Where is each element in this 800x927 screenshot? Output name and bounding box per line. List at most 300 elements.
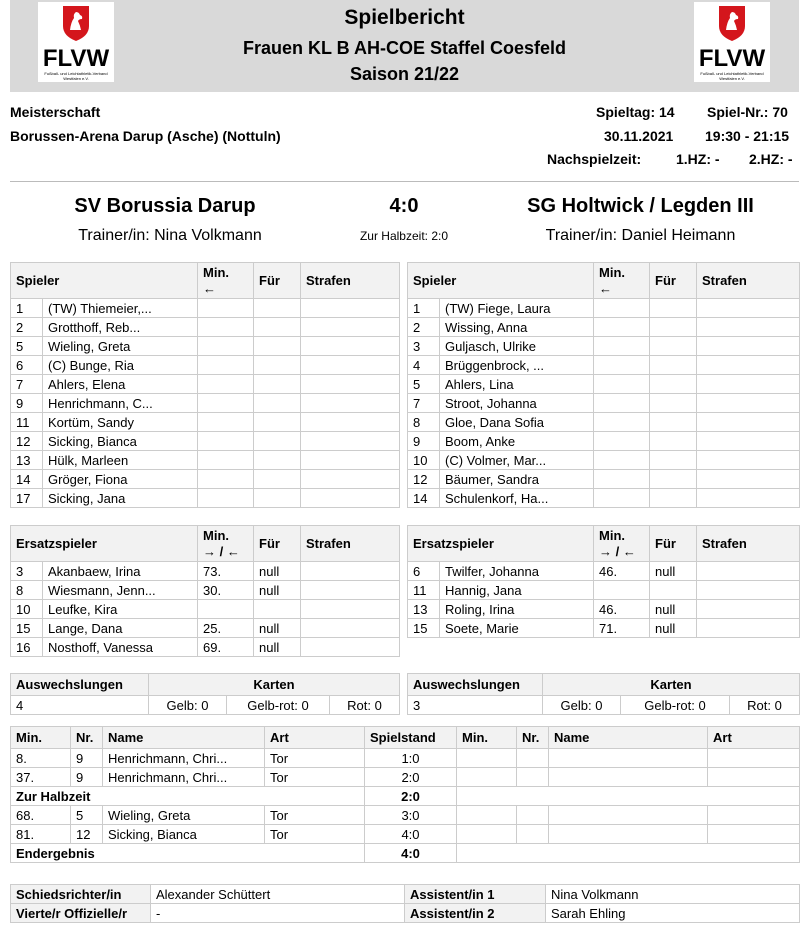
player-name: Lange, Dana: [43, 619, 198, 638]
col-min: [594, 526, 650, 562]
player-penalty: [301, 413, 400, 432]
player-penalty: [301, 375, 400, 394]
player-row: [11, 375, 400, 394]
home-team-name: SV Borussia Darup: [74, 195, 256, 217]
col-strafen: Strafen: [301, 526, 400, 562]
player-row: [11, 356, 400, 375]
player-penalty: [697, 375, 800, 394]
player-row: [11, 337, 400, 356]
player-name: Sicking, Bianca: [43, 432, 198, 451]
goal-event-row: [11, 749, 800, 768]
min-label: Min.: [203, 264, 230, 280]
player-minute: [594, 489, 650, 508]
assistant1-name: Nina Volkmann: [546, 885, 800, 904]
assistant2-label: Assistent/in 2: [405, 904, 546, 923]
player-penalty: [301, 581, 400, 600]
player-row: [408, 394, 800, 413]
min-label: Min.: [599, 264, 626, 280]
player-minute: 73.: [198, 562, 254, 581]
red-cards: Rot: 0: [330, 696, 400, 715]
player-replaced: [254, 299, 301, 318]
player-replaced: null: [254, 562, 301, 581]
player-number: 10: [11, 600, 43, 619]
min-label: Min.: [599, 527, 625, 543]
referee-label: Schiedsrichter/in: [11, 885, 151, 904]
col-substitute: Ersatzspieler: [408, 526, 594, 562]
player-minute: [594, 581, 650, 600]
col-strafen: Strafen: [697, 526, 800, 562]
player-row: [11, 470, 400, 489]
goal-event-row: [11, 768, 800, 787]
player-replaced: [650, 299, 697, 318]
player-row: [408, 562, 800, 581]
player-name: Boom, Anke: [440, 432, 594, 451]
event-type: Tor: [265, 768, 365, 787]
player-number: 6: [11, 356, 43, 375]
player-replaced: [650, 413, 697, 432]
player-penalty: [301, 600, 400, 619]
fourth-official-name: -: [151, 904, 405, 923]
player-name: Hülk, Marleen: [43, 451, 198, 470]
event-empty-cell: [708, 768, 800, 787]
player-minute: [198, 470, 254, 489]
col-substitutions: Auswechslungen: [408, 674, 543, 696]
player-replaced: [650, 337, 697, 356]
event-minute: 81.: [11, 825, 71, 844]
col-event-type: Art: [708, 727, 800, 749]
event-player: Henrichmann, Chri...: [103, 749, 265, 768]
arrow-left-icon: ←: [203, 280, 217, 296]
col-fuer: Für: [650, 263, 697, 299]
player-row: [11, 619, 400, 638]
col-strafen: Strafen: [301, 263, 400, 299]
player-number: 6: [408, 562, 440, 581]
event-minute: 8.: [11, 749, 71, 768]
yellow-cards: Gelb: 0: [543, 696, 621, 715]
player-penalty: [301, 337, 400, 356]
player-row: [11, 413, 400, 432]
player-row: [11, 638, 400, 657]
event-empty-cell: [549, 749, 708, 768]
player-name: Wissing, Anna: [440, 318, 594, 337]
player-replaced: [650, 489, 697, 508]
competition: Meisterschaft: [10, 104, 101, 120]
player-penalty: [697, 562, 800, 581]
player-replaced: [650, 432, 697, 451]
player-penalty: [697, 581, 800, 600]
player-minute: 46.: [594, 600, 650, 619]
referee-name: Alexander Schüttert: [151, 885, 405, 904]
player-penalty: [301, 562, 400, 581]
player-minute: [198, 337, 254, 356]
player-replaced: [254, 394, 301, 413]
player-minute: 69.: [198, 638, 254, 657]
player-replaced: [254, 470, 301, 489]
min-label: Min.: [203, 527, 229, 543]
away-subs-table: [407, 525, 800, 638]
summary-score: 2:0: [365, 787, 457, 806]
event-empty-cell: [457, 806, 517, 825]
player-row: [408, 600, 800, 619]
player-minute: [198, 356, 254, 375]
player-penalty: [301, 489, 400, 508]
player-minute: [198, 451, 254, 470]
player-number: 7: [11, 375, 43, 394]
event-empty-cell: [708, 806, 800, 825]
player-name: Twilfer, Johanna: [440, 562, 594, 581]
col-cards: Karten: [149, 674, 400, 696]
col-fuer: Für: [254, 526, 301, 562]
player-row: [408, 432, 800, 451]
yellow-red-cards: Gelb-rot: 0: [621, 696, 730, 715]
event-empty-cell: [549, 806, 708, 825]
summary-score: 4:0: [365, 844, 457, 863]
logo-subtitle: Fußball- und Leichtathletik-Verband Westfalen e.V.: [700, 71, 764, 81]
player-penalty: [301, 356, 400, 375]
added-time-first-half: 1.HZ: -: [676, 151, 720, 167]
player-replaced: [254, 318, 301, 337]
player-name: Bäumer, Sandra: [440, 470, 594, 489]
player-replaced: [254, 413, 301, 432]
logo-brand: FLVW: [42, 45, 110, 72]
player-row: [11, 489, 400, 508]
match-date: 30.11.2021: [604, 128, 674, 144]
player-name: Nosthoff, Vanessa: [43, 638, 198, 657]
event-score: 1:0: [365, 749, 457, 768]
player-minute: [198, 394, 254, 413]
player-name: Gröger, Fiona: [43, 470, 198, 489]
player-number: 14: [11, 470, 43, 489]
player-penalty: [301, 470, 400, 489]
col-strafen: Strafen: [697, 263, 800, 299]
event-type: Tor: [265, 825, 365, 844]
logo-brand: FLVW: [698, 45, 766, 72]
league-name: Frauen KL B AH-COE Staffel Coesfeld: [242, 38, 567, 58]
event-player: Wieling, Greta: [103, 806, 265, 825]
player-minute: [198, 318, 254, 337]
summary-row: [11, 787, 800, 806]
player-penalty: [697, 337, 800, 356]
player-minute: [594, 451, 650, 470]
yellow-red-cards: Gelb-rot: 0: [227, 696, 330, 715]
added-time-second-half: 2.HZ: -: [749, 151, 793, 167]
event-number: 9: [71, 749, 103, 768]
player-number: 2: [408, 318, 440, 337]
player-penalty: [301, 638, 400, 657]
player-number: 15: [408, 619, 440, 638]
col-event-min: Min.: [11, 727, 71, 749]
player-row: [408, 318, 800, 337]
player-name: Soete, Marie: [440, 619, 594, 638]
player-number: 12: [11, 432, 43, 451]
player-replaced: null: [650, 600, 697, 619]
event-empty-cell: [549, 768, 708, 787]
player-name: Wieling, Greta: [43, 337, 198, 356]
player-penalty: [301, 619, 400, 638]
event-number: 12: [71, 825, 103, 844]
player-minute: [594, 432, 650, 451]
match-events-table: [10, 726, 800, 863]
player-penalty: [301, 394, 400, 413]
player-replaced: [254, 356, 301, 375]
player-name: Stroot, Johanna: [440, 394, 594, 413]
player-penalty: [301, 432, 400, 451]
col-substitute: Ersatzspieler: [11, 526, 198, 562]
player-name: Hannig, Jana: [440, 581, 594, 600]
player-replaced: null: [650, 619, 697, 638]
player-minute: 46.: [594, 562, 650, 581]
player-replaced: [254, 489, 301, 508]
away-team-name: SG Holtwick / Legden III: [527, 195, 754, 217]
player-number: 4: [408, 356, 440, 375]
player-row: [11, 394, 400, 413]
col-event-name: Name: [103, 727, 265, 749]
player-name: Roling, Irina: [440, 600, 594, 619]
col-min: [198, 263, 254, 299]
player-row: [408, 489, 800, 508]
player-penalty: [697, 432, 800, 451]
col-min: [594, 263, 650, 299]
player-row: [408, 413, 800, 432]
fourth-official-label: Vierte/r Offizielle/r: [11, 904, 151, 923]
col-player: Spieler: [408, 263, 594, 299]
yellow-cards: Gelb: 0: [149, 696, 227, 715]
player-replaced: [650, 581, 697, 600]
event-minute: 68.: [11, 806, 71, 825]
player-minute: [198, 413, 254, 432]
player-name: Gloe, Dana Sofia: [440, 413, 594, 432]
col-event-type: Art: [265, 727, 365, 749]
player-minute: [594, 375, 650, 394]
assistant2-name: Sarah Ehling: [546, 904, 800, 923]
home-lineup-table: [10, 262, 400, 508]
player-penalty: [697, 489, 800, 508]
player-penalty: [697, 600, 800, 619]
venue: Borussen-Arena Darup (Asche) (Nottuln): [10, 128, 281, 144]
player-number: 12: [408, 470, 440, 489]
col-fuer: Für: [254, 263, 301, 299]
col-min: [198, 526, 254, 562]
player-minute: [198, 299, 254, 318]
substitution-count: 3: [408, 696, 543, 715]
player-number: 3: [11, 562, 43, 581]
match-number: Spiel-Nr.: 70: [707, 104, 788, 120]
event-empty-cell: [708, 825, 800, 844]
player-minute: [594, 299, 650, 318]
player-minute: [594, 318, 650, 337]
matchday: Spieltag: 14: [596, 104, 675, 120]
season: Saison 21/22: [349, 64, 460, 84]
event-empty-cell: [517, 749, 549, 768]
report-title: Spielbericht: [344, 6, 465, 29]
player-row: [408, 299, 800, 318]
arrow-left-icon: ←: [599, 280, 613, 296]
col-event-nr: Nr.: [71, 727, 103, 749]
event-empty-cell: [517, 768, 549, 787]
player-row: [11, 299, 400, 318]
player-penalty: [301, 318, 400, 337]
home-trainer: Trainer/in: Nina Volkmann: [78, 227, 262, 244]
away-trainer: Trainer/in: Daniel Heimann: [545, 227, 736, 244]
home-subs-table: [10, 525, 400, 657]
col-player: Spieler: [11, 263, 198, 299]
player-number: 5: [11, 337, 43, 356]
player-replaced: [650, 394, 697, 413]
swap-arrows-icon: → / ←: [599, 543, 636, 559]
col-fuer: Für: [650, 526, 697, 562]
player-name: Wiesmann, Jenn...: [43, 581, 198, 600]
player-name: Guljasch, Ulrike: [440, 337, 594, 356]
player-row: [11, 600, 400, 619]
event-empty-cell: [457, 825, 517, 844]
event-type: Tor: [265, 806, 365, 825]
player-number: 15: [11, 619, 43, 638]
player-number: 16: [11, 638, 43, 657]
player-name: Grotthoff, Reb...: [43, 318, 198, 337]
player-name: Akanbaew, Irina: [43, 562, 198, 581]
player-row: [11, 318, 400, 337]
player-replaced: [650, 356, 697, 375]
col-event-min: Min.: [457, 727, 517, 749]
player-name: Ahlers, Elena: [43, 375, 198, 394]
col-event-score: Spielstand: [365, 727, 457, 749]
player-penalty: [697, 394, 800, 413]
col-cards: Karten: [543, 674, 800, 696]
event-empty-cell: [549, 825, 708, 844]
player-penalty: [697, 619, 800, 638]
player-minute: 25.: [198, 619, 254, 638]
match-time: 19:30 - 21:15: [705, 128, 790, 144]
event-empty-cell: [457, 844, 800, 863]
player-replaced: [254, 375, 301, 394]
player-name: Leufke, Kira: [43, 600, 198, 619]
player-minute: [594, 394, 650, 413]
logo-subtitle: Fußball- und Leichtathletik-Verband Westfalen e.V.: [44, 71, 108, 81]
flvw-logo-right: [694, 2, 770, 82]
player-number: 1: [11, 299, 43, 318]
player-row: [408, 356, 800, 375]
event-empty-cell: [517, 825, 549, 844]
player-minute: [198, 375, 254, 394]
player-row: [11, 581, 400, 600]
event-player: Henrichmann, Chri...: [103, 768, 265, 787]
player-replaced: [254, 432, 301, 451]
player-row: [11, 432, 400, 451]
player-penalty: [697, 451, 800, 470]
event-empty-cell: [457, 749, 517, 768]
player-name: Henrichmann, C...: [43, 394, 198, 413]
player-minute: [198, 600, 254, 619]
player-number: 13: [11, 451, 43, 470]
event-score: 4:0: [365, 825, 457, 844]
away-lineup-table: [407, 262, 800, 508]
player-minute: [198, 489, 254, 508]
player-number: 11: [11, 413, 43, 432]
player-replaced: [254, 337, 301, 356]
player-row: [408, 451, 800, 470]
player-minute: [198, 432, 254, 451]
player-row: [11, 562, 400, 581]
substitution-count: 4: [11, 696, 149, 715]
player-number: 8: [11, 581, 43, 600]
player-row: [408, 337, 800, 356]
halftime-score: Zur Halbzeit: 2:0: [359, 229, 449, 243]
goal-event-row: [11, 825, 800, 844]
player-number: 14: [408, 489, 440, 508]
summary-row: [11, 844, 800, 863]
away-cards-table: [407, 673, 800, 715]
event-type: Tor: [265, 749, 365, 768]
col-substitutions: Auswechslungen: [11, 674, 149, 696]
divider: [10, 181, 799, 182]
player-penalty: [697, 413, 800, 432]
event-score: 3:0: [365, 806, 457, 825]
final-score: 4:0: [389, 195, 419, 217]
player-number: 17: [11, 489, 43, 508]
player-replaced: null: [254, 619, 301, 638]
player-penalty: [697, 299, 800, 318]
player-number: 3: [408, 337, 440, 356]
player-name: Sicking, Jana: [43, 489, 198, 508]
player-replaced: [650, 375, 697, 394]
home-cards-table: [10, 673, 400, 715]
officials-table: [10, 884, 800, 923]
summary-label: Endergebnis: [11, 844, 365, 863]
player-name: Brüggenbrock, ...: [440, 356, 594, 375]
player-name: Schulenkorf, Ha...: [440, 489, 594, 508]
player-replaced: [650, 451, 697, 470]
horse-crest-icon: [717, 4, 747, 42]
player-name: Kortüm, Sandy: [43, 413, 198, 432]
player-row: [11, 451, 400, 470]
player-row: [408, 619, 800, 638]
player-minute: [594, 356, 650, 375]
player-replaced: null: [650, 562, 697, 581]
player-number: 11: [408, 581, 440, 600]
event-number: 9: [71, 768, 103, 787]
event-empty-cell: [517, 806, 549, 825]
player-number: 13: [408, 600, 440, 619]
player-penalty: [301, 299, 400, 318]
player-number: 1: [408, 299, 440, 318]
report-header: [10, 0, 799, 92]
added-time-label: Nachspielzeit:: [547, 151, 642, 167]
swap-arrows-icon: → / ←: [203, 543, 240, 559]
player-name: (TW) Fiege, Laura: [440, 299, 594, 318]
player-penalty: [697, 356, 800, 375]
player-penalty: [697, 318, 800, 337]
player-number: 8: [408, 413, 440, 432]
event-score: 2:0: [365, 768, 457, 787]
event-empty-cell: [708, 749, 800, 768]
event-empty-cell: [457, 768, 517, 787]
player-number: 7: [408, 394, 440, 413]
goal-event-row: [11, 806, 800, 825]
player-name: (TW) Thiemeier,...: [43, 299, 198, 318]
player-name: (C) Volmer, Mar...: [440, 451, 594, 470]
col-event-name: Name: [549, 727, 708, 749]
player-name: (C) Bunge, Ria: [43, 356, 198, 375]
assistant1-label: Assistent/in 1: [405, 885, 546, 904]
player-number: 5: [408, 375, 440, 394]
player-minute: [594, 413, 650, 432]
player-number: 9: [408, 432, 440, 451]
player-penalty: [697, 470, 800, 489]
player-minute: [594, 337, 650, 356]
event-minute: 37.: [11, 768, 71, 787]
player-replaced: [254, 600, 301, 619]
player-number: 10: [408, 451, 440, 470]
